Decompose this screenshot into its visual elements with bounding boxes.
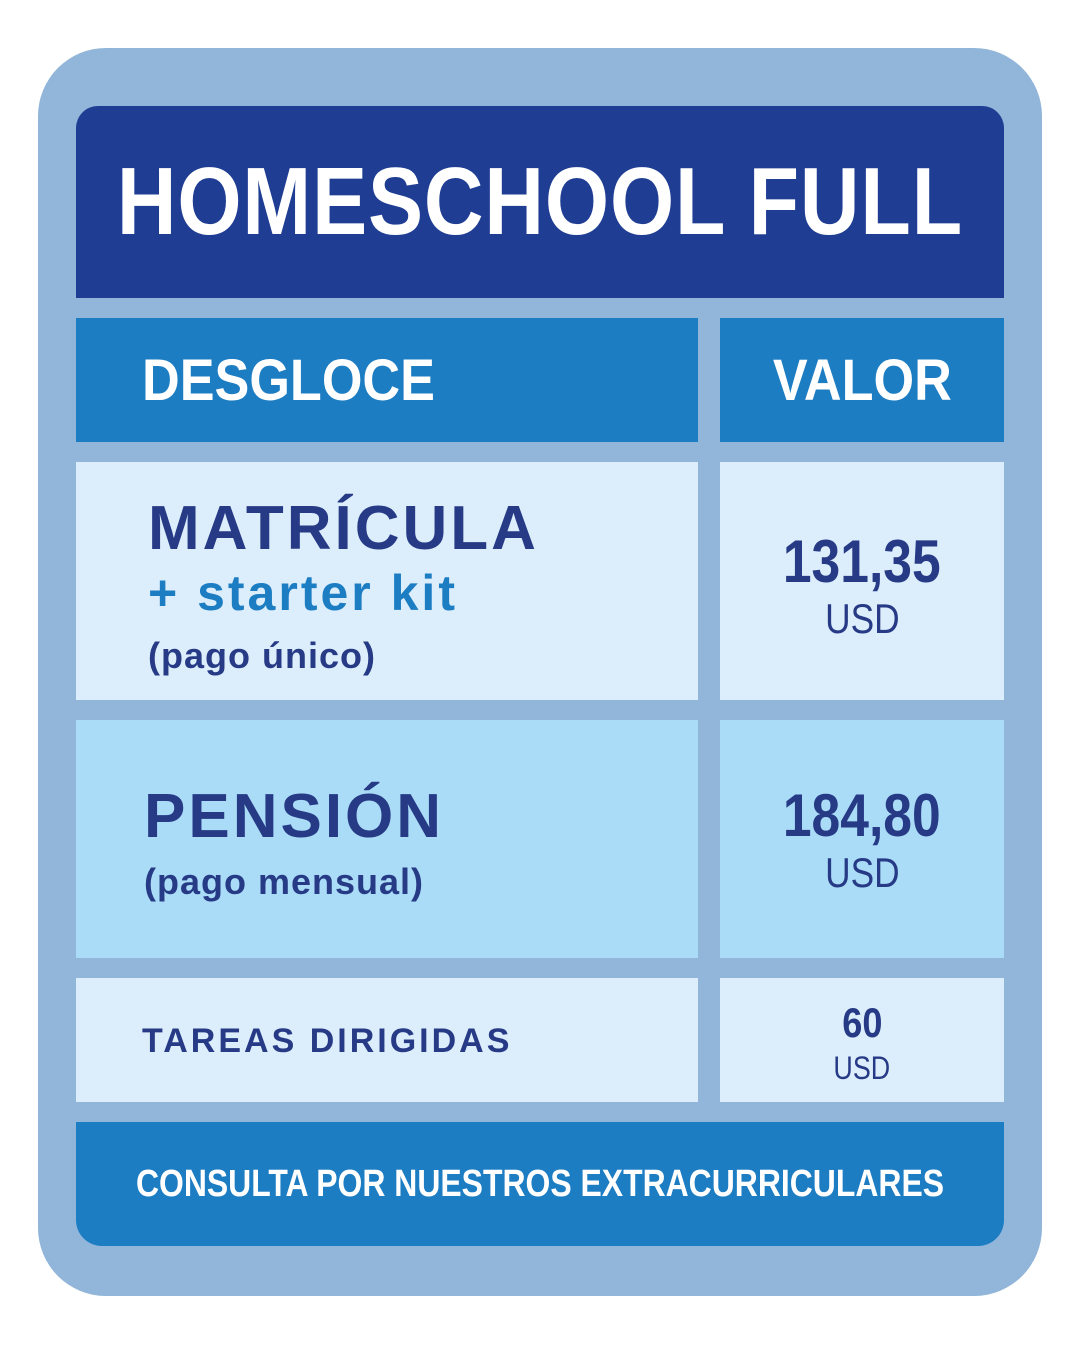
row-matricula-value-cell <box>720 462 1004 700</box>
row-pension-value-cell <box>720 720 1004 958</box>
row-pension-label-cell <box>76 720 698 958</box>
footer-banner <box>76 1122 1004 1246</box>
row-pension-currency: USD <box>824 849 900 896</box>
row-tareas-label: TAREAS DIRIGIDAS <box>142 1022 513 1060</box>
row-tareas-label-cell <box>76 978 698 1102</box>
row-matricula-label: MATRÍCULA <box>148 494 539 563</box>
row-pension-label: PENSIÓN <box>144 782 445 851</box>
page-title: HOMESCHOOL FULL <box>116 148 964 255</box>
row-matricula-currency: USD <box>824 595 900 642</box>
row-tareas-currency: USD <box>833 1050 891 1086</box>
row-tareas-value-cell <box>720 978 1004 1102</box>
column-header-label-left: DESGLOCE <box>142 347 435 413</box>
title-bar <box>76 106 1004 298</box>
row-matricula-sublabel: + starter kit <box>148 565 458 621</box>
column-header-valor <box>720 318 1004 442</box>
row-matricula-label-cell <box>76 462 698 700</box>
column-header-desgloce <box>76 318 698 442</box>
row-matricula-note: (pago único) <box>148 635 376 676</box>
row-pension-note: (pago mensual) <box>144 861 425 902</box>
row-tareas-amount: 60 <box>841 999 883 1046</box>
row-pension-amount: 184,80 <box>783 782 941 849</box>
row-matricula-amount: 131,35 <box>783 528 941 595</box>
footer-text: CONSULTA POR NUESTROS EXTRACURRICULARES <box>135 1162 945 1205</box>
column-header-label-right: VALOR <box>772 347 952 413</box>
